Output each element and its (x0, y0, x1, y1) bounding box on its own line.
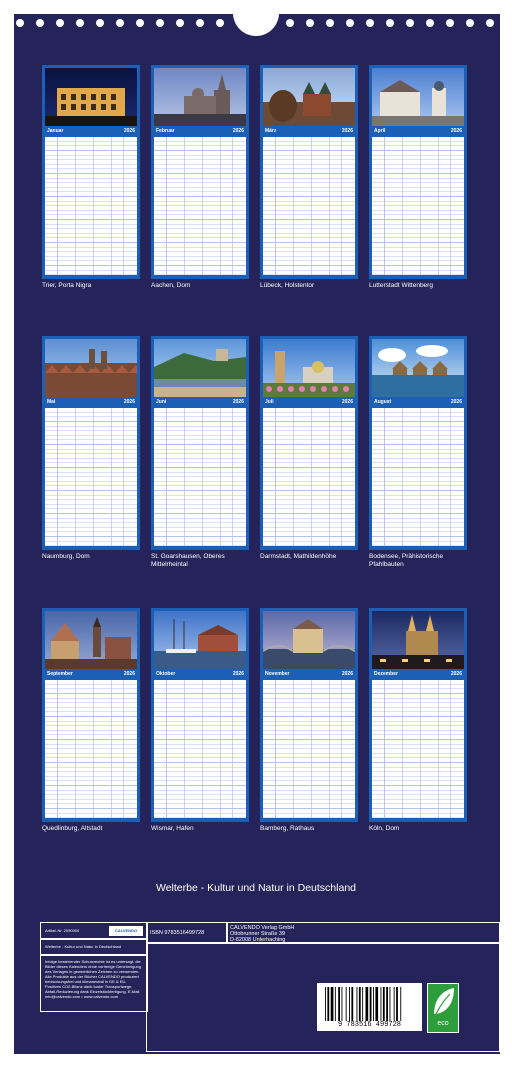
leaf-icon (428, 984, 458, 1020)
photo-caption: St. Goarshausen, Oberes Mittelrheintal (151, 553, 225, 568)
planner-grid (45, 137, 137, 275)
month-name: September (47, 671, 73, 677)
month-name: August (374, 399, 392, 405)
month-photo (154, 68, 246, 126)
month-year: 2026 (123, 671, 135, 677)
month-header (372, 398, 464, 407)
binding-hole (346, 19, 354, 27)
photo-caption: Bamberg, Rathaus (260, 825, 315, 832)
photo-icon (263, 611, 355, 669)
month-photo (372, 611, 464, 669)
photo-icon (45, 68, 137, 126)
month-photo (263, 68, 355, 126)
calendar-title: Welterbe - Kultur und Natur in Deutschland (156, 882, 356, 894)
month-header (45, 398, 137, 407)
photo-caption: Wismar, Hafen (151, 825, 194, 832)
planner-grid (372, 408, 464, 546)
binding-hole (386, 19, 394, 27)
eco-label: eco (437, 1020, 449, 1027)
month-card (151, 65, 249, 279)
month-card (42, 336, 140, 550)
month-card (42, 608, 140, 822)
month-card (151, 608, 249, 822)
month-photo (263, 611, 355, 669)
month-header (45, 670, 137, 679)
month-header (45, 127, 137, 136)
photo-caption: Bodensee, Prähistorische Pfahlbauten (369, 553, 444, 568)
month-card (260, 336, 358, 550)
publisher-line-2: Ottobrunner Straße 39 (230, 931, 286, 937)
article-number: Artikel-Nr. 2090000 (45, 928, 80, 933)
month-card (260, 65, 358, 279)
month-name: April (374, 128, 386, 134)
binding-hole (16, 19, 24, 27)
month-name: März (265, 128, 277, 134)
binding-hole (216, 19, 224, 27)
month-year: 2026 (341, 128, 353, 134)
photo-caption: Lübeck, Holstentor (260, 282, 315, 289)
photo-icon (263, 68, 355, 126)
planner-grid (154, 408, 246, 546)
month-header (372, 127, 464, 136)
month-card (369, 336, 467, 550)
legal-box (40, 954, 148, 1012)
binding-hole (426, 19, 434, 27)
month-name: Juli (265, 399, 274, 405)
photo-icon (372, 339, 464, 397)
month-year: 2026 (232, 128, 244, 134)
month-year: 2026 (450, 671, 462, 677)
barcode-number: 9 783516 499728 (337, 1021, 401, 1029)
photo-caption: Trier, Porta Nigra (42, 282, 92, 289)
month-year: 2026 (232, 671, 244, 677)
binding-hole (466, 19, 474, 27)
month-year: 2026 (123, 128, 135, 134)
binding-hole (286, 19, 294, 27)
photo-icon (372, 68, 464, 126)
photo-icon (45, 611, 137, 669)
month-name: Mai (47, 399, 56, 405)
month-card (369, 65, 467, 279)
photo-caption: Aachen, Dom (151, 282, 191, 289)
month-header (154, 398, 246, 407)
planner-grid (45, 408, 137, 546)
month-photo (263, 339, 355, 397)
photo-icon (154, 339, 246, 397)
photo-caption: Köln, Dom (369, 825, 400, 832)
binding-hole (136, 19, 144, 27)
binding-hole (96, 19, 104, 27)
photo-icon (154, 611, 246, 669)
month-photo (154, 339, 246, 397)
month-header (154, 670, 246, 679)
calvendo-badge: CALVENDO (109, 926, 143, 936)
binding-hole (156, 19, 164, 27)
month-year: 2026 (341, 399, 353, 405)
month-name: November (265, 671, 290, 677)
binding-hole (486, 19, 494, 27)
month-card (260, 608, 358, 822)
photo-icon (154, 68, 246, 126)
month-photo (372, 68, 464, 126)
month-name: Januar (47, 128, 64, 134)
planner-grid (372, 137, 464, 275)
month-photo (45, 68, 137, 126)
month-header (263, 670, 355, 679)
publisher-line-1: CALVENDO Verlag GmbH (230, 925, 295, 931)
month-name: Juni (156, 399, 167, 405)
legal-text: Infolge bestehender Schutzrechte ist es untersagt, die Bilder dieses Kalenders ohne vorherige Genehmigung des Verlages in gewerblichen Zeichen zu verwenden. Alle Produkte aus der Bücher CALVENDO produziert bedruckungsfrei und klimaneutral in DE & EU. Positives CO2-Bilanz dank tunter Transportwege, Abfall-Reduzierung dank Einzelstückfertigung. E-Mail: info@calvendo.com • www.calvendo.com (45, 959, 142, 999)
planner-grid (45, 680, 137, 818)
binding-hole (116, 19, 124, 27)
subtitle-small: Welterbe - Kultur und Natur in Deutschland (45, 944, 122, 949)
binding-hole (56, 19, 64, 27)
planner-grid (154, 680, 246, 818)
planner-grid (372, 680, 464, 818)
month-year: 2026 (341, 671, 353, 677)
binding-hole (76, 19, 84, 27)
month-photo (154, 611, 246, 669)
month-header (263, 398, 355, 407)
month-header (372, 670, 464, 679)
binding-hole (36, 19, 44, 27)
photo-caption: Quedlinburg, Altstadt (42, 825, 103, 832)
publisher-box (226, 922, 500, 944)
isbn: ISBN 9783516499728 (150, 930, 205, 936)
month-name: Dezember (374, 671, 398, 677)
month-year: 2026 (450, 399, 462, 405)
month-card (42, 65, 140, 279)
binding-hole (366, 19, 374, 27)
planner-grid (154, 137, 246, 275)
publisher-line-3: D-82008 Unterhaching (230, 937, 286, 943)
month-name: Februar (156, 128, 175, 134)
month-year: 2026 (232, 399, 244, 405)
binding-hole (406, 19, 414, 27)
photo-caption: Darmstadt, Mathildenhöhe (260, 553, 337, 560)
isbn-box (146, 922, 228, 944)
binding-hole (176, 19, 184, 27)
binding-hole (196, 19, 204, 27)
photo-caption: Lutterstadt Wittenberg (369, 282, 433, 289)
month-header (154, 127, 246, 136)
planner-grid (263, 408, 355, 546)
month-header (263, 127, 355, 136)
photo-icon (263, 339, 355, 397)
binding-hole (446, 19, 454, 27)
binding-hole (326, 19, 334, 27)
month-year: 2026 (450, 128, 462, 134)
eco-badge (427, 983, 459, 1033)
month-name: Oktober (156, 671, 176, 677)
month-photo (45, 339, 137, 397)
month-photo (45, 611, 137, 669)
month-card (151, 336, 249, 550)
planner-grid (263, 137, 355, 275)
month-card (369, 608, 467, 822)
photo-icon (372, 611, 464, 669)
month-photo (372, 339, 464, 397)
planner-grid (263, 680, 355, 818)
month-year: 2026 (123, 399, 135, 405)
binding-hole (306, 19, 314, 27)
barcode (317, 983, 422, 1031)
photo-caption: Naumburg, Dom (42, 553, 90, 560)
photo-icon (45, 339, 137, 397)
